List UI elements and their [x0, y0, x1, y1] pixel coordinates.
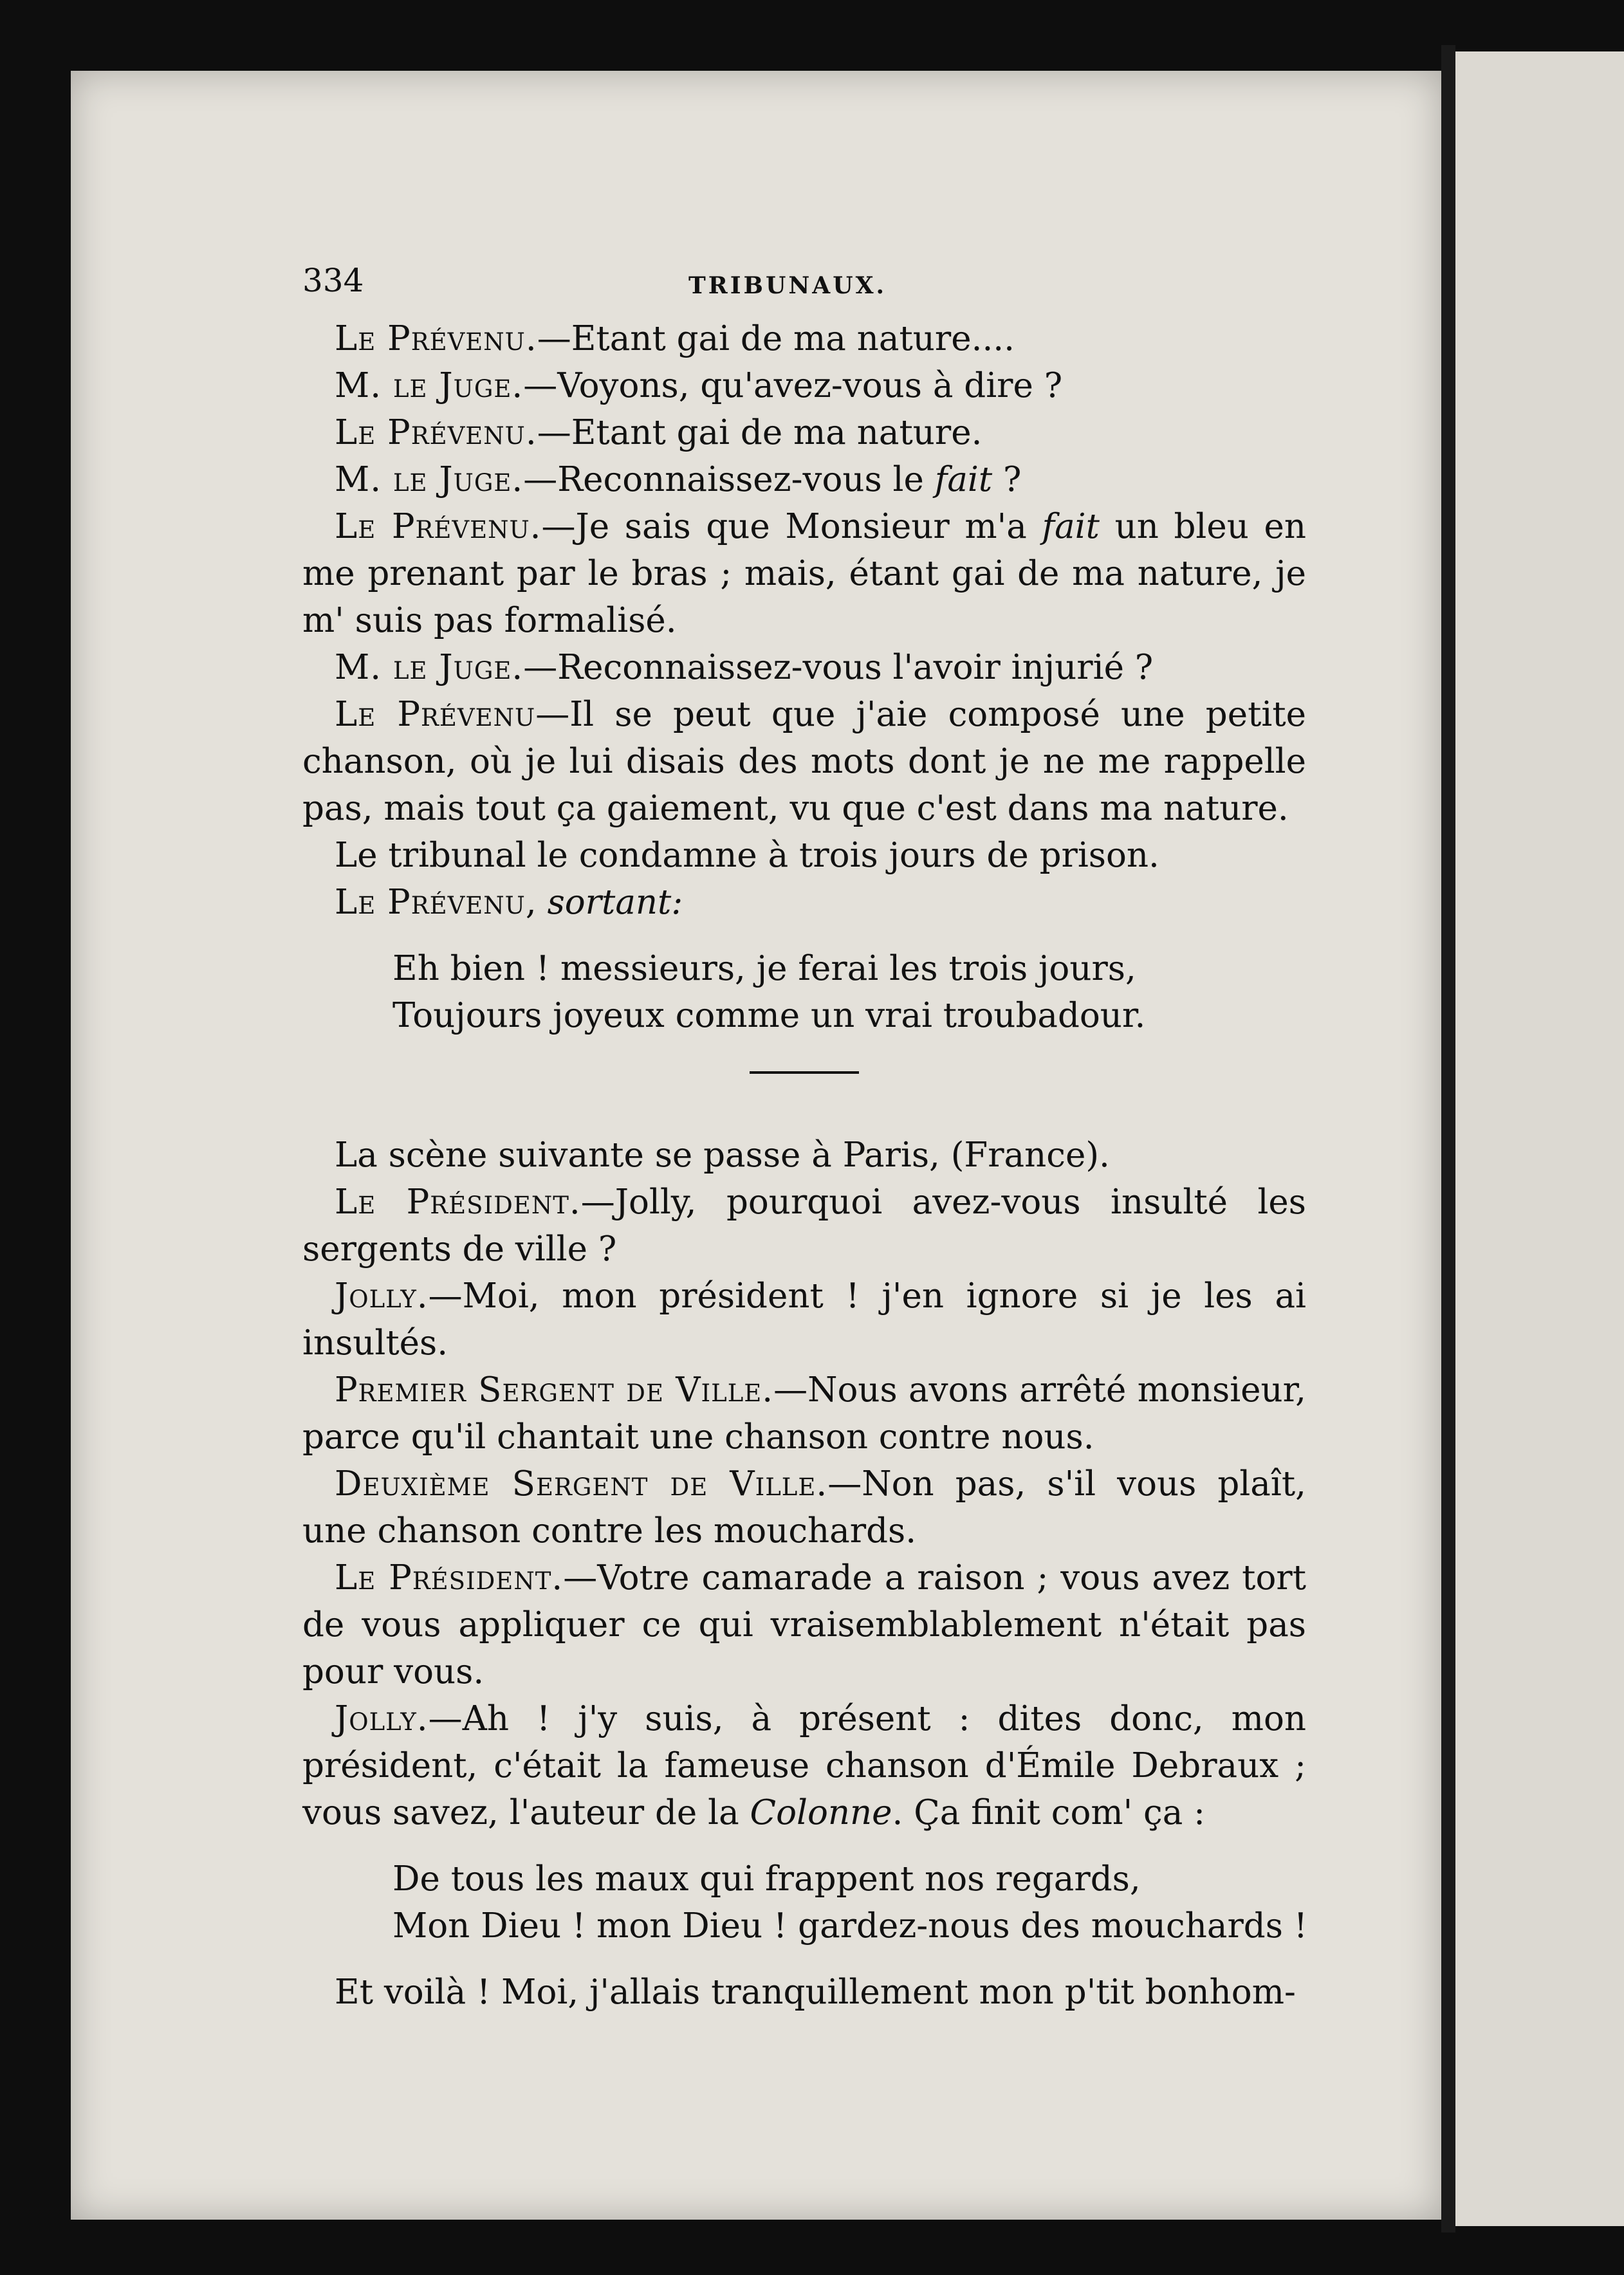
speech: —Ah ! j'y suis, à présent : dites donc, mon président, c'était la fameuse chanson d'Émile Debraux ; vous savez, l'auteur de la — [302, 1699, 1306, 1832]
speech: —Nous avons arrêté monsieur, parce qu'il chantait une chanson contre nous. — [302, 1370, 1306, 1457]
running-head: TRIBUNAUX. — [688, 272, 887, 299]
speech: —Etant gai de ma nature.... — [537, 319, 1015, 358]
speaker: Le Président. — [335, 1558, 564, 1598]
paragraph — [302, 1695, 1306, 1836]
page-number: 334 — [302, 262, 364, 299]
paragraph — [302, 1460, 1306, 1554]
speech: Et voilà ! Moi, j'allais tranquillement mon p'tit bonhom- — [335, 1973, 1296, 2012]
speaker: Le Prévenu. — [335, 507, 542, 546]
speech: —Reconnaissez-vous l'avoir injurié ? — [523, 648, 1154, 687]
speech: —Voyons, qu'avez-vous à dire ? — [523, 366, 1063, 405]
speaker: Le Président. — [335, 1183, 581, 1222]
verse-block — [392, 945, 1306, 1039]
paragraph — [302, 315, 1306, 362]
speech-tail: . Ça finit com' ça : — [892, 1793, 1206, 1832]
paragraph — [302, 362, 1306, 409]
paragraph — [302, 1969, 1306, 2016]
verse-line: Mon Dieu ! mon Dieu ! gardez-nous des mouchards ! — [392, 1906, 1308, 1946]
narration: La scène suivante se passe à Paris, (France). — [335, 1136, 1110, 1175]
book-gutter — [1441, 45, 1455, 2233]
verse-line: Toujours joyeux comme un vrai troubadour. — [392, 996, 1146, 1035]
speech: —Je sais que Monsieur m'a — [541, 507, 1042, 546]
paragraph — [302, 832, 1306, 879]
paragraph — [302, 1132, 1306, 1179]
verse-line: De tous les maux qui frappent nos regards, — [392, 1859, 1141, 1899]
speech: , — [525, 883, 548, 922]
speaker: Le Prévenu. — [335, 413, 537, 452]
page-text — [302, 257, 1306, 2016]
paragraph — [302, 456, 1306, 503]
speech: —Moi, mon président ! j'en ignore si je les ai insultés. — [302, 1276, 1306, 1363]
speaker: Le Prévenu — [335, 883, 526, 922]
speaker: M. le Juge. — [335, 366, 524, 405]
emphasis: fait — [1042, 507, 1100, 546]
speaker: Jolly. — [335, 1276, 429, 1316]
verse-line: Eh bien ! messieurs, je ferai les trois jours, — [392, 949, 1136, 988]
paragraph — [302, 879, 1306, 926]
speaker: Deuxième Sergent de Ville. — [335, 1464, 828, 1504]
narration: Le tribunal le condamne à trois jours de prison. — [335, 836, 1159, 875]
speech: —Non pas, s'il vous plaît, une chanson contre les mouchards. — [302, 1464, 1306, 1551]
speech: —Etant gai de ma nature. — [537, 413, 983, 452]
paragraph — [302, 1273, 1306, 1367]
speech-tail: un bleu en me prenant par le bras ; mais, étant gai de ma nature, je m' suis pas formalisé. — [302, 507, 1306, 640]
speaker: Le Prévenu. — [335, 319, 537, 358]
speaker: Le Prévenu — [335, 695, 536, 734]
page-header — [302, 257, 1306, 315]
paragraph — [302, 409, 1306, 456]
paragraph — [302, 503, 1306, 644]
speech: —Reconnaissez-vous le — [523, 460, 935, 499]
paragraph — [302, 1179, 1306, 1273]
section-divider — [750, 1071, 859, 1074]
emphasis: fait — [934, 460, 993, 499]
emphasis: Colonne — [750, 1793, 892, 1832]
speaker: M. le Juge. — [335, 460, 524, 499]
speech: —Votre camarade a raison ; vous avez tort de vous appliquer ce qui vraisemblablement n'était pas pour vous. — [302, 1558, 1307, 1691]
speech: —Jolly, pourquoi avez-vous insulté les sergents de ville ? — [302, 1183, 1306, 1269]
paragraph — [302, 1367, 1306, 1460]
facing-page-edge — [1455, 51, 1624, 2226]
verse-block — [392, 1856, 1306, 1949]
paragraph — [302, 1554, 1306, 1695]
emphasis: sortant: — [547, 883, 683, 922]
speech-tail: ? — [992, 460, 1022, 499]
paragraph — [302, 691, 1306, 832]
paragraph — [302, 644, 1306, 691]
speech: —Il se peut que j'aie composé une petite chanson, où je lui disais des mots dont je ne me rappelle pas, mais tout ça gaiement, vu que c'est dans ma nature. — [302, 695, 1306, 828]
speaker: Jolly. — [335, 1699, 429, 1738]
speaker: M. le Juge. — [335, 648, 524, 687]
speaker: Premier Sergent de Ville. — [335, 1370, 774, 1410]
